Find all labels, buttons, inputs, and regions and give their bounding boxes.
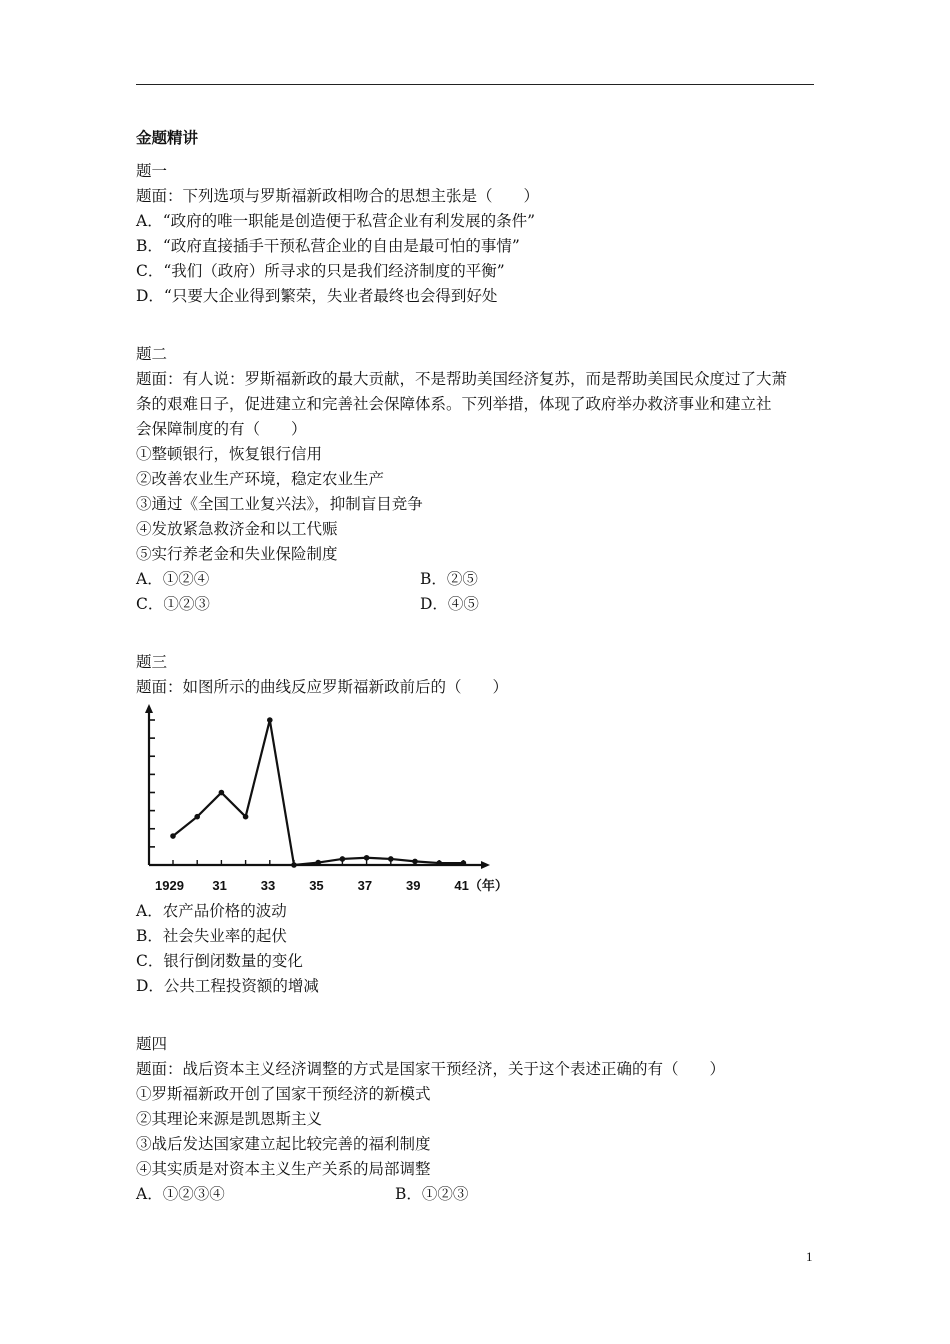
section-title: 金题精讲 <box>136 128 199 147</box>
data-point-1931 <box>219 790 225 796</box>
x-tick-label: 37 <box>357 878 373 893</box>
q3-option-d: D．公共工程投资额的增减 <box>136 977 319 995</box>
x-tick-label: 1929 <box>155 878 184 893</box>
q3-stem: 题面：如图所示的曲线反应罗斯福新政前后的（ ） <box>136 678 509 696</box>
q3-option-b: B．社会失业率的起伏 <box>136 927 287 945</box>
data-point-1939 <box>412 859 418 865</box>
q4-stem: 题面：战后资本主义经济调整的方式是国家干预经济，关于这个表述正确的有（ ） <box>136 1060 726 1078</box>
q4-item-4: ④其实质是对资本主义生产关系的局部调整 <box>136 1160 431 1178</box>
q2-stem-line-3: 会保障制度的有（ ） <box>136 420 307 438</box>
data-point-1933 <box>267 717 273 723</box>
q2-option-c: C．①②③ <box>136 595 210 613</box>
q4-option-a: A．①②③④ <box>136 1185 225 1203</box>
q4-title: 题四 <box>136 1035 168 1053</box>
q2-stem-line-2: 条的艰难日子，促进建立和完善社会保障体系。下列举措，体现了政府举办救济事业和建立社 <box>136 395 772 413</box>
page-number: 1 <box>806 1249 813 1264</box>
q2-option-b: B．②⑤ <box>420 570 478 588</box>
q1-option-a: A．“政府的唯一职能是创造便于私营企业有利发展的条件” <box>136 212 536 230</box>
q2-title: 题二 <box>136 345 168 363</box>
q3-title: 题三 <box>136 653 168 671</box>
q1-option-d: D．“只要大企业得到繁荣，失业者最终也会得到好处 <box>136 287 498 305</box>
q2-item-4: ④发放紧急救济金和以工代赈 <box>136 520 338 538</box>
q2-option-d: D．④⑤ <box>420 595 479 613</box>
data-point-1940 <box>436 860 442 866</box>
x-tick-label: 41（年） <box>454 878 508 893</box>
data-point-1936 <box>340 856 346 862</box>
q1-option-b: B．“政府直接插手干预私营企业的自由是最可怕的事情” <box>136 237 520 255</box>
q1-stem: 题面：下列选项与罗斯福新政相吻合的思想主张是（ ） <box>136 187 540 205</box>
series-line <box>173 720 463 865</box>
y-axis-arrow <box>145 704 153 713</box>
header-rule <box>136 84 814 85</box>
q4-item-2: ②其理论来源是凯恩斯主义 <box>136 1110 323 1128</box>
q2-option-a: A．①②④ <box>136 570 210 588</box>
x-axis-arrow <box>481 861 490 869</box>
q3-line-chart <box>140 700 520 900</box>
q2-item-1: ①整顿银行，恢复银行信用 <box>136 445 323 463</box>
x-tick-label: 33 <box>260 878 276 893</box>
q1-title: 题一 <box>136 162 168 180</box>
q1-option-c: C．“我们（政府）所寻求的只是我们经济制度的平衡” <box>136 262 505 280</box>
data-point-1929 <box>170 833 176 839</box>
q4-item-3: ③战后发达国家建立起比较完善的福利制度 <box>136 1135 431 1153</box>
data-point-1941 <box>461 860 467 866</box>
q2-stem-line-1: 题面：有人说：罗斯福新政的最大贡献，不是帮助美国经济复苏，而是帮助美国民众度过了大萧 <box>136 370 788 388</box>
q3-option-a: A．农产品价格的波动 <box>136 902 287 920</box>
chart-svg <box>140 700 520 900</box>
q3-option-c: C．银行倒闭数量的变化 <box>136 952 303 970</box>
data-point-1935 <box>315 860 321 866</box>
q2-item-2: ②改善农业生产环境，稳定农业生产 <box>136 470 385 488</box>
q2-item-3: ③通过《全国工业复兴法》，抑制盲目竞争 <box>136 495 423 513</box>
data-point-1937 <box>364 855 370 861</box>
q4-item-1: ①罗斯福新政开创了国家干预经济的新模式 <box>136 1085 431 1103</box>
q2-item-5: ⑤实行养老金和失业保险制度 <box>136 545 338 563</box>
data-point-1934 <box>291 862 297 868</box>
q4-option-b: B．①②③ <box>395 1185 469 1203</box>
data-point-1938 <box>388 856 394 862</box>
x-tick-label: 39 <box>406 878 421 893</box>
data-point-1932 <box>243 814 249 820</box>
x-tick-label: 35 <box>309 878 324 893</box>
data-point-1930 <box>194 814 200 820</box>
x-tick-label: 31 <box>212 878 227 893</box>
